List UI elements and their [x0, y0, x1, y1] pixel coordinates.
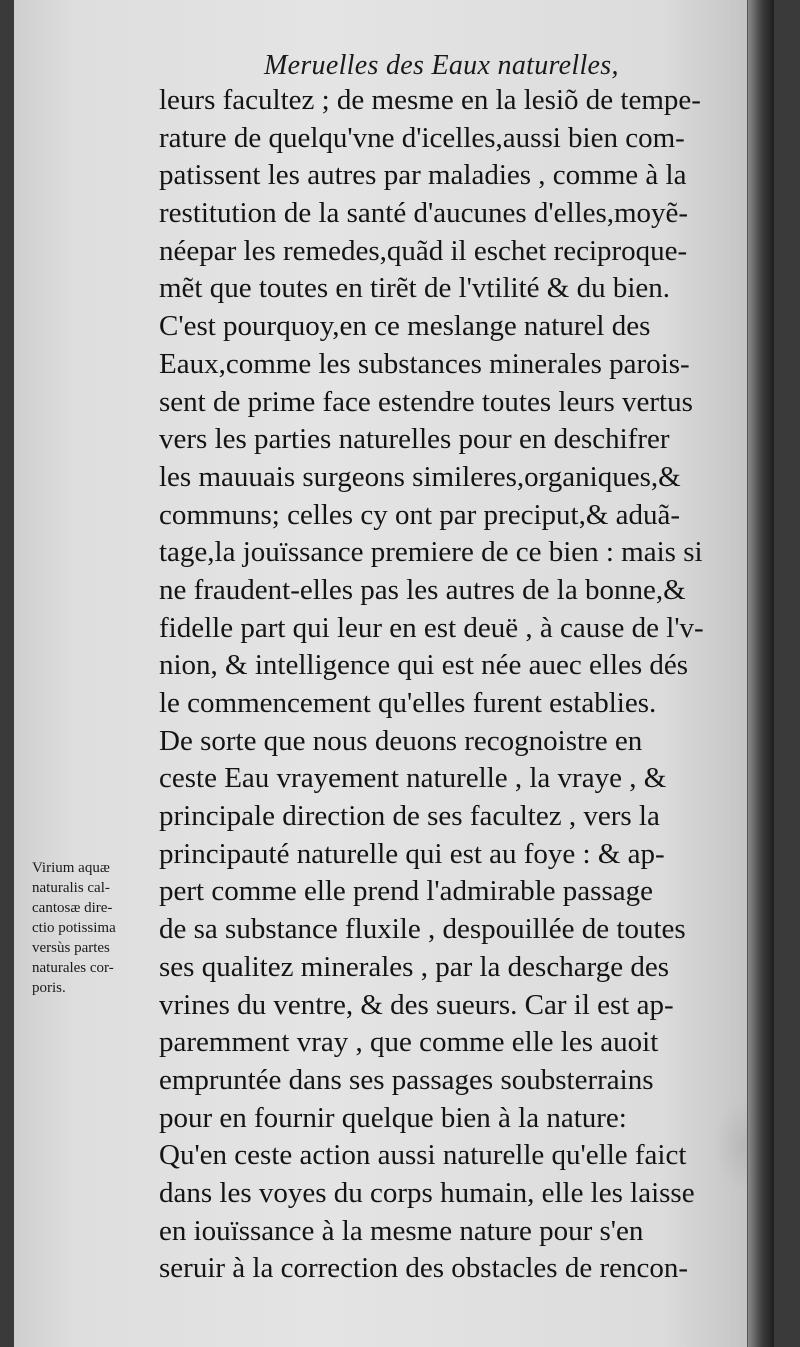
margin-note	[32, 858, 162, 998]
text-line: vers les parties naturelles pour en deschifrer	[159, 423, 670, 456]
text-line: seruir à la correction des obstacles de rencon-	[159, 1252, 689, 1285]
text-line: Qu'en ceste action aussi naturelle qu'elle faict	[159, 1139, 687, 1172]
text-line: ne fraudent-elles pas les autres de la bonne,&	[159, 573, 686, 606]
text-line: communs; celles cy ont par preciput,& aduã-	[159, 498, 681, 531]
margin-note-line: ctio potissima	[32, 920, 116, 936]
text-line: principale direction de ses facultez , vers la	[159, 800, 660, 833]
text-line: vrines du ventre, & des sueurs. Car il est ap-	[159, 988, 674, 1021]
margin-note-line: naturalis cal-	[32, 880, 110, 896]
text-line: restitution de la santé d'aucunes d'elles,moyẽ-	[159, 197, 689, 230]
text-line: de sa substance fluxile , despouillée de toutes	[159, 913, 686, 946]
text-line: De sorte que nous deuons recognoistre en	[159, 724, 643, 757]
text-line: rature de quelqu'vne d'icelles,aussi bien com-	[159, 121, 685, 154]
text-line: Eaux,comme les substances minerales parois-	[159, 347, 690, 380]
text-line: pert comme elle prend l'admirable passage	[159, 875, 653, 908]
body-text	[159, 82, 749, 1288]
text-line: nion, & intelligence qui est née auec elles dés	[159, 649, 689, 682]
text-line: ses qualitez minerales , par la descharge des	[159, 950, 669, 983]
text-line: leurs facultez ; de mesme en la lesiõ de tempe-	[159, 84, 701, 116]
page-edge-shadow	[747, 0, 774, 1347]
text-line: fidelle part qui leur en est deuë , à cause de l'v-	[159, 611, 704, 644]
text-line: tage,la jouïssance premiere de ce bien : mais si	[159, 536, 703, 569]
text-line: C'est pourquoy,en ce meslange naturel des	[159, 310, 651, 343]
text-line: le commencement qu'elles furent establies.	[159, 687, 657, 719]
text-line: ceste Eau vrayement naturelle , la vraye , &	[159, 762, 667, 795]
text-line: dans les voyes du corps humain, elle les laisse	[159, 1176, 695, 1209]
text-line: néepar les remedes,quãd il eschet reciproque-	[159, 234, 688, 267]
running-header: Meruelles des Eaux naturelles,	[264, 50, 619, 81]
book-page	[14, 0, 774, 1347]
margin-note-line: Virium aquæ	[32, 860, 110, 876]
text-line: pour en fournir quelque bien à la nature:	[159, 1101, 627, 1134]
margin-note-line: poris.	[32, 980, 66, 996]
text-line: paremment vray , que comme elle les auoit	[159, 1026, 659, 1059]
text-line: en iouïssance à la mesme nature pour s'en	[159, 1214, 644, 1247]
text-line: mẽt que toutes en tirẽt de l'vtilité & du bien.	[159, 272, 670, 305]
margin-note-line: naturales cor-	[32, 960, 114, 976]
text-line: patissent les autres par maladies , comme à la	[159, 159, 687, 192]
text-line: empruntée dans ses passages soubsterrains	[159, 1063, 654, 1096]
margin-note-line: versùs partes	[32, 940, 110, 956]
text-line: principauté naturelle qui est au foye : & ap-	[159, 837, 665, 870]
text-line: les mauuais surgeons simileres,organiques,&	[159, 460, 681, 493]
margin-note-line: cantosæ dire-	[32, 900, 113, 916]
text-line: sent de prime face estendre toutes leurs vertus	[159, 385, 693, 418]
